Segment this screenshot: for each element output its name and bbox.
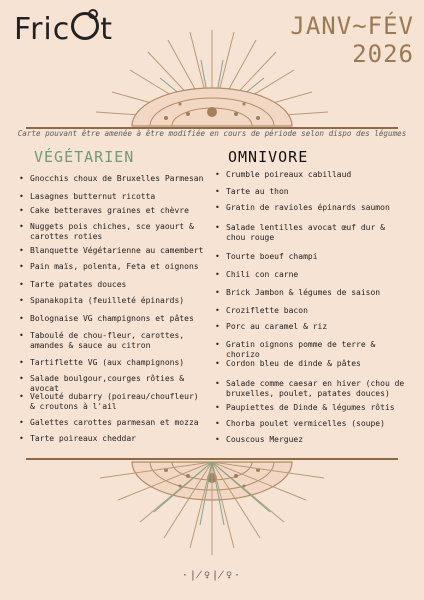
omnivore-dish-4: • Salade lentilles avocat œuf dur & chou rouge bbox=[226, 223, 406, 243]
menu-note: Carte pouvant être amenée à être modifiée en cours de période selon dispo des légumes bbox=[17, 129, 407, 138]
vegetarian-dish-4: • Nuggets pois chiches, sce yaourt & carottes roties bbox=[30, 222, 206, 242]
vegetarian-dish-3: • Cake betteraves graines et chèvre bbox=[30, 206, 206, 216]
omnivore-dish-12: • Salade comme caesar en hiver (chou de bruxelles, poulet, patates douces) bbox=[226, 379, 406, 399]
omnivore-heading: OMNIVORE bbox=[228, 148, 309, 166]
omnivore-dish-15: • Couscous Merguez bbox=[226, 435, 406, 445]
omnivore-dish-9: • Porc au caramel & riz bbox=[226, 322, 406, 332]
omnivore-dish-5: • Tourte boeuf champi bbox=[226, 252, 406, 262]
logo-text-end: t bbox=[100, 12, 114, 47]
vegetarian-dish-15: • Tarte poireaux cheddar bbox=[30, 434, 206, 444]
omnivore-dish-6: • Chili con carne bbox=[226, 270, 406, 280]
kitchen-utensils-icon: ·∤♀∤♀· bbox=[181, 570, 243, 581]
omnivore-dish-13: • Paupiettes de Dinde & légumes rôtis bbox=[226, 403, 406, 413]
logo-text-start: Fric bbox=[14, 12, 71, 47]
vegetarian-dish-6: • Pain maïs, polenta, Feta et oignons bbox=[30, 262, 206, 272]
vegetarian-dish-13: • Velouté dubarry (poireau/choufleur) & croutons à l'ail bbox=[30, 392, 206, 412]
omnivore-dish-3: • Gratin de ravioles épinards saumon bbox=[226, 203, 406, 213]
brand-logo bbox=[14, 12, 113, 47]
omnivore-dish-7: • Brick Jambon & légumes de saison bbox=[226, 288, 406, 298]
vegetarian-dish-5: • Blanquette Végétarienne au camembert bbox=[30, 246, 206, 256]
omnivore-dish-14: • Chorba poulet vermicelles (soupe) bbox=[226, 419, 406, 429]
omnivore-dish-10: • Gratin oignons pomme de terre & chorizo bbox=[226, 340, 406, 360]
vegetarian-dish-7: • Tarte patates douces bbox=[30, 280, 206, 290]
vegetarian-dish-10: • Taboulé de chou-fleur, carottes, amandes & sauce au citron bbox=[30, 331, 206, 351]
period-year: 2026 bbox=[352, 40, 414, 68]
omnivore-dish-1: • Crumble poireaux cabillaud bbox=[226, 170, 406, 180]
vegetarian-dish-9: • Bolognaise VG champignons et pâtes bbox=[30, 314, 206, 324]
bottom-divider bbox=[26, 458, 398, 460]
vegetarian-dish-11: • Tartiflette VG (aux champignons) bbox=[30, 358, 206, 368]
vegetarian-dish-8: • Spanakopita (feuilleté épinards) bbox=[30, 296, 206, 306]
vegetarian-heading: VÉGÉTARIEN bbox=[34, 148, 135, 166]
vegetarian-dish-2: • Lasagnes butternut ricotta bbox=[30, 192, 206, 202]
omnivore-dish-8: • Croziflette bacon bbox=[226, 306, 406, 316]
period-months: JANV~FÉV bbox=[290, 12, 414, 40]
pot-icon bbox=[71, 12, 99, 40]
omnivore-dish-2: • Tarte au thon bbox=[226, 187, 406, 197]
vegetarian-dish-1: • Gnocchis choux de Bruxelles Parmesan bbox=[30, 174, 206, 184]
omnivore-dish-11: • Cordon bleu de dinde & pâtes bbox=[226, 359, 406, 369]
menu-period bbox=[290, 12, 414, 68]
vegetarian-dish-12: • Salade boulgour,courges rôties & avocat bbox=[30, 374, 206, 394]
vegetarian-dish-14: • Galettes carottes parmesan et mozza bbox=[30, 418, 206, 428]
